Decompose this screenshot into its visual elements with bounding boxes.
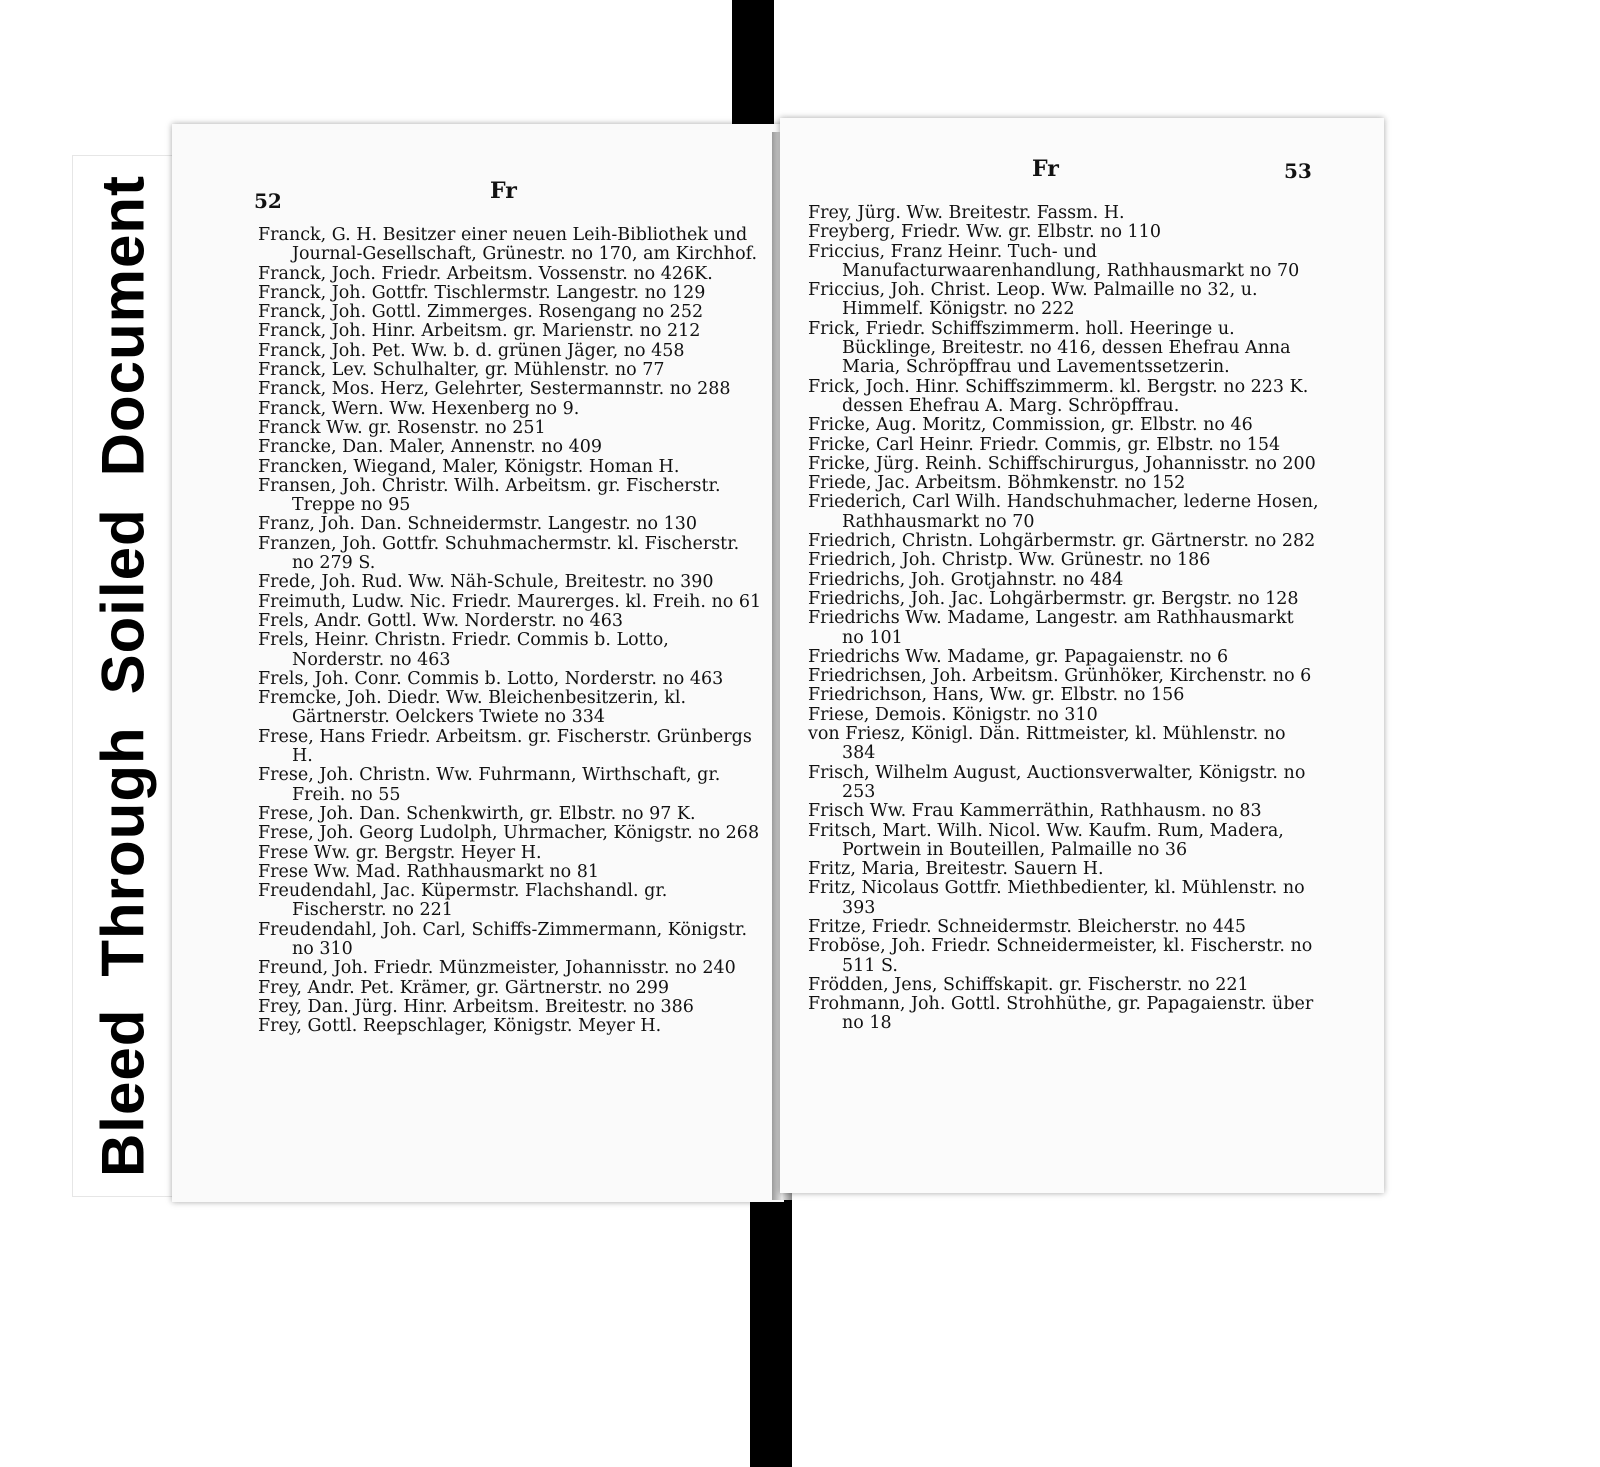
directory-entry: Francke, Dan. Maler, Annenstr. no 409 bbox=[258, 437, 602, 458]
directory-entry: Franck, Joh. Pet. Ww. b. d. grünen Jäger, no 458 bbox=[258, 340, 685, 361]
directory-entry: Friese, Demois. Königstr. no 310 bbox=[808, 704, 1098, 725]
directory-entry: Franck Ww. gr. Rosenstr. no 251 bbox=[258, 417, 546, 438]
overlay-label-text bbox=[89, 159, 158, 1193]
directory-entry: Franck, Joh. Gottfr. Tischlermstr. Langestr. no 129 bbox=[258, 282, 706, 303]
right-page-header: Fr bbox=[1032, 156, 1059, 182]
directory-entry: Frese, Joh. Christn. Ww. Fuhrmann, Wirthschaft, gr. Freih. no 55 bbox=[258, 765, 721, 805]
directory-entry: Frick, Friedr. Schiffszimmerm. holl. Heeringe u. Bücklinge, Breitestr. no 416, dessen Ehefrau Anna Maria, Schröpffrau und Lavementssetzerin. bbox=[808, 318, 1291, 378]
directory-entry: Franz, Joh. Dan. Schneidermstr. Langestr. no 130 bbox=[258, 514, 697, 535]
directory-entry: Frödden, Jens, Schiffskapit. gr. Fischerstr. no 221 bbox=[808, 974, 1249, 995]
directory-entry: Fricke, Aug. Moritz, Commission, gr. Elbstr. no 46 bbox=[808, 415, 1253, 436]
directory-entry: Fremcke, Joh. Diedr. Ww. Bleichenbesitzerin, kl. Gärtnerstr. Oelckers Twiete no 334 bbox=[258, 688, 687, 728]
directory-entry: Friedrich, Joh. Christp. Ww. Grünestr. no 186 bbox=[808, 550, 1211, 571]
directory-entry: Fricke, Carl Heinr. Friedr. Commis, gr. Elbstr. no 154 bbox=[808, 434, 1281, 455]
directory-entry: Friedrichs Ww. Madame, gr. Papagaienstr. no 6 bbox=[808, 646, 1229, 667]
directory-entry: Freudendahl, Jac. Küpermstr. Flachshandl. gr. Fischerstr. no 221 bbox=[258, 881, 668, 921]
directory-entry: Franck, Joh. Gottl. Zimmerges. Rosengang no 252 bbox=[258, 302, 704, 323]
directory-entry: Friedrich, Christn. Lohgärbermstr. gr. Gärtnerstr. no 282 bbox=[808, 531, 1316, 552]
left-page-entries bbox=[258, 226, 763, 1036]
directory-entry: Friedrichs, Joh. Grotjahnstr. no 484 bbox=[808, 569, 1124, 590]
directory-entry: Frels, Heinr. Christn. Friedr. Commis b. Lotto, Norderstr. no 463 bbox=[258, 630, 669, 670]
directory-entry: Friedrichs Ww. Madame, Langestr. am Rathhausmarkt no 101 bbox=[808, 608, 1294, 648]
directory-entry: Froböse, Joh. Friedr. Schneidermeister, kl. Fischerstr. no 511 S. bbox=[808, 936, 1313, 976]
directory-entry: Fransen, Joh. Christr. Wilh. Arbeitsm. gr. Fischerstr. Treppe no 95 bbox=[258, 475, 721, 516]
directory-entry: Franck, Mos. Herz, Gelehrter, Sestermannstr. no 288 bbox=[258, 379, 731, 400]
directory-entry: Fricke, Jürg. Reinh. Schiffschirurgus, Johannisstr. no 200 bbox=[808, 453, 1316, 474]
directory-entry: Friedrichsen, Joh. Arbeitsm. Grünhöker, Kirchenstr. no 6 bbox=[808, 666, 1312, 687]
directory-entry: Friccius, Franz Heinr. Tuch- und Manufacturwaarenhandlung, Rathhausmarkt no 70 bbox=[808, 241, 1300, 281]
directory-entry: Friedrichson, Hans, Ww. gr. Elbstr. no 156 bbox=[808, 685, 1185, 706]
left-page-number: 52 bbox=[254, 189, 282, 213]
directory-entry: Franzen, Joh. Gottfr. Schuhmachermstr. kl. Fischerstr. no 279 S. bbox=[258, 533, 740, 574]
directory-entry: Franck, G. H. Besitzer einer neuen Leih-Bibliothek und Journal-Gesellschaft, Grünestr. no 170, am Kirchhof. bbox=[258, 225, 758, 265]
directory-entry: Freudendahl, Joh. Carl, Schiffs-Zimmermann, Königstr. no 310 bbox=[258, 919, 748, 959]
directory-entry: Fritz, Maria, Breitestr. Sauern H. bbox=[808, 859, 1104, 880]
right-page bbox=[780, 118, 1384, 1193]
directory-entry: Freyberg, Friedr. Ww. gr. Elbstr. no 110 bbox=[808, 222, 1161, 243]
directory-entry: Franck, Joh. Hinr. Arbeitsm. gr. Marienstr. no 212 bbox=[258, 321, 701, 342]
binding-spine-bottom bbox=[750, 1196, 792, 1467]
directory-entry: Frey, Jürg. Ww. Breitestr. Fassm. H. bbox=[808, 203, 1125, 223]
overlay-word-document: Document bbox=[89, 174, 157, 477]
directory-entry: Frese Ww. gr. Bergstr. Heyer H. bbox=[258, 842, 542, 863]
left-page bbox=[172, 124, 784, 1202]
directory-entry: Frede, Joh. Rud. Ww. Näh-Schule, Breitestr. no 390 bbox=[258, 572, 714, 593]
directory-entry: Fritsch, Mart. Wilh. Nicol. Ww. Kaufm. Rum, Madera, Portwein in Bouteillen, Palmaille no 36 bbox=[808, 820, 1284, 860]
binding-spine-top bbox=[732, 0, 774, 140]
directory-entry: Freimuth, Ludw. Nic. Friedr. Maurerges. kl. Freih. no 61 bbox=[258, 591, 762, 612]
directory-entry: Frese, Joh. Dan. Schenkwirth, gr. Elbstr. no 97 K. bbox=[258, 803, 696, 824]
directory-entry: Frels, Joh. Conr. Commis b. Lotto, Norderstr. no 463 bbox=[258, 668, 724, 689]
directory-entry: Frels, Andr. Gottl. Ww. Norderstr. no 463 bbox=[258, 610, 624, 631]
directory-entry: Fritz, Nicolaus Gottfr. Miethbedienter, kl. Mühlenstr. no 393 bbox=[808, 878, 1305, 918]
directory-entry: von Friesz, Königl. Dän. Rittmeister, kl. Mühlenstr. no 384 bbox=[808, 724, 1286, 764]
right-page-number: 53 bbox=[1284, 159, 1312, 183]
directory-entry: Frisch, Wilhelm August, Auctionsverwalter, Königstr. no 253 bbox=[808, 762, 1306, 802]
directory-entry: Franck, Wern. Ww. Hexenberg no 9. bbox=[258, 398, 580, 419]
directory-entry: Freund, Joh. Friedr. Münzmeister, Johannisstr. no 240 bbox=[258, 958, 736, 979]
directory-entry: Frese Ww. Mad. Rathhausmarkt no 81 bbox=[258, 861, 599, 882]
directory-entry: Friederich, Carl Wilh. Handschuhmacher, lederne Hosen, Rathhausmarkt no 70 bbox=[808, 492, 1319, 532]
bleed-through-soiled-document-label bbox=[72, 155, 174, 1197]
overlay-word-bleed: Bleed bbox=[89, 1008, 157, 1178]
directory-entry: Francken, Wiegand, Maler, Königstr. Homan H. bbox=[258, 456, 680, 477]
directory-entry: Frey, Dan. Jürg. Hinr. Arbeitsm. Breitestr. no 386 bbox=[258, 996, 694, 1017]
left-page-header: Fr bbox=[490, 178, 517, 204]
directory-entry: Franck, Joch. Friedr. Arbeitsm. Vossenstr. no 426K. bbox=[258, 263, 713, 284]
directory-entry: Friedrichs, Joh. Jac. Lohgärbermstr. gr. Bergstr. no 128 bbox=[808, 588, 1299, 609]
directory-entry: Frey, Andr. Pet. Krämer, gr. Gärtnerstr. no 299 bbox=[258, 977, 670, 998]
directory-entry: Franck, Lev. Schulhalter, gr. Mühlenstr. no 77 bbox=[258, 360, 665, 381]
overlay-word-through: Through bbox=[89, 726, 157, 977]
directory-entry: Frohmann, Joh. Gottl. Strohhüthe, gr. Papagaienstr. über no 18 bbox=[808, 994, 1314, 1034]
directory-entry: Frese, Joh. Georg Ludolph, Uhrmacher, Königstr. no 268 bbox=[258, 823, 760, 844]
directory-entry: Frisch Ww. Frau Kammerräthin, Rathhausm. no 83 bbox=[808, 801, 1262, 822]
directory-entry: Friede, Jac. Arbeitsm. Böhmkenstr. no 152 bbox=[808, 473, 1186, 494]
overlay-word-soiled: Soiled bbox=[89, 508, 157, 695]
directory-entry: Fritze, Friedr. Schneidermstr. Bleicherstr. no 445 bbox=[808, 916, 1247, 937]
directory-entry: Frese, Hans Friedr. Arbeitsm. gr. Fischerstr. Grünbergs H. bbox=[258, 726, 752, 767]
directory-entry: Frey, Gottl. Reepschlager, Königstr. Meyer H. bbox=[258, 1016, 662, 1037]
directory-entry: Frick, Joch. Hinr. Schiffszimmerm. kl. Bergstr. no 223 K. dessen Ehefrau A. Marg. Schröpffrau. bbox=[808, 376, 1309, 416]
right-page-entries bbox=[808, 204, 1320, 1034]
directory-entry: Friccius, Joh. Christ. Leop. Ww. Palmaille no 32, u. Himmelf. Königstr. no 222 bbox=[808, 280, 1258, 320]
